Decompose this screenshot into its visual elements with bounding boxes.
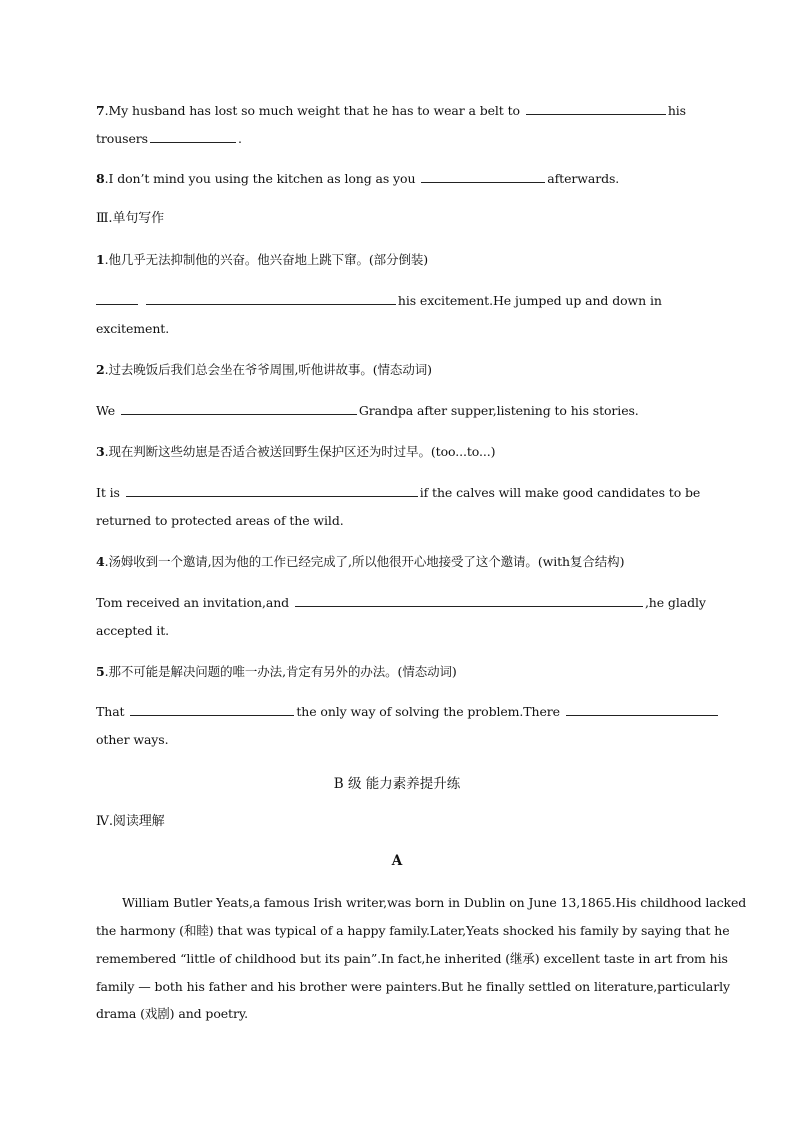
answer-blank[interactable]	[121, 402, 357, 415]
answer-blank[interactable]	[146, 292, 396, 305]
answer-text: his excitement.He jumped up and down in	[397, 293, 662, 308]
item-number: 5	[96, 664, 105, 679]
item-prompt: .现在判断这些幼崽是否适合被送回野生保护区还为时过早。(too...to...)	[104, 444, 496, 459]
answer-text: It is	[96, 485, 120, 500]
answer-text: if the calves will make good candidates to be	[419, 485, 701, 500]
question-text: afterwards.	[547, 171, 620, 186]
answer-text: That	[96, 704, 125, 719]
answer-blank[interactable]	[150, 130, 236, 143]
item-1-answer-line	[96, 292, 662, 310]
question-7-line-1	[96, 102, 686, 120]
item-3-prompt	[96, 443, 495, 461]
answer-text: the only way of solving the problem.There	[296, 704, 560, 719]
item-5-prompt	[96, 663, 457, 681]
item-number: 1	[96, 252, 105, 267]
item-2-prompt	[96, 361, 432, 379]
answer-blank[interactable]	[421, 170, 545, 183]
item-prompt: .过去晚饭后我们总会坐在爷爷周围,听他讲故事。(情态动词)	[104, 362, 432, 377]
question-text: .My husband has lost so much weight that he has to wear a belt to	[104, 103, 520, 118]
question-number: 7	[96, 103, 105, 118]
question-text: trousers	[96, 131, 148, 146]
item-5-answer-line-2: other ways.	[96, 732, 169, 747]
answer-text: Tom received an invitation,and	[96, 595, 290, 610]
question-text: .I don’t mind you using the kitchen as long as you	[104, 171, 416, 186]
item-4-answer-line	[96, 594, 706, 612]
passage-line: the harmony (和睦) that was typical of a happy family.Later,Yeats shocked his family by saying that he	[96, 923, 730, 938]
section-heading: Ⅳ.阅读理解	[96, 814, 165, 829]
question-8-line	[96, 170, 619, 188]
item-1-prompt	[96, 251, 428, 269]
passage-line: family — both his father and his brother were painters.But he finally settled on literature,particularly	[96, 979, 730, 994]
item-3-answer-line	[96, 484, 700, 502]
answer-text: We	[96, 403, 116, 418]
passage-line: William Butler Yeats,a famous Irish writer,was born in Dublin on June 13,1865.His childhood lacked	[122, 895, 747, 910]
answer-blank[interactable]	[295, 594, 643, 607]
item-3-answer-line-2: returned to protected areas of the wild.	[96, 513, 344, 528]
item-number: 2	[96, 362, 105, 377]
question-number: 8	[96, 171, 105, 186]
passage-line: remembered “little of childhood but its pain”.In fact,he inherited (继承) excellent taste in art from his	[96, 951, 728, 966]
item-prompt: .那不可能是解决问题的唯一办法,肯定有另外的办法。(情态动词)	[104, 664, 457, 679]
level-heading: B 级 能力素养提升练	[333, 776, 461, 792]
answer-blank[interactable]	[96, 292, 138, 305]
answer-blank[interactable]	[566, 703, 718, 716]
item-4-answer-line-2: accepted it.	[96, 623, 170, 638]
passage-label: A	[391, 853, 403, 869]
answer-text: ,he gladly	[644, 595, 706, 610]
answer-blank[interactable]	[126, 484, 418, 497]
answer-text: Grandpa after supper,listening to his stories.	[358, 403, 639, 418]
question-text: his	[667, 103, 686, 118]
answer-blank[interactable]	[130, 703, 294, 716]
question-7-line-2	[96, 130, 242, 148]
item-prompt: .他几乎无法抑制他的兴奋。他兴奋地上跳下窜。(部分倒装)	[104, 252, 429, 267]
item-2-answer-line	[96, 402, 639, 420]
item-1-answer-line-2: excitement.	[96, 321, 170, 336]
item-4-prompt	[96, 553, 624, 571]
passage-line: drama (戏剧) and poetry.	[96, 1006, 249, 1021]
answer-blank[interactable]	[526, 102, 666, 115]
item-5-answer-line	[96, 703, 720, 721]
item-number: 4	[96, 554, 105, 569]
item-prompt: .汤姆收到一个邀请,因为他的工作已经完成了,所以他很开心地接受了这个邀请。(with复合结构)	[104, 554, 625, 569]
item-number: 3	[96, 444, 105, 459]
question-text: .	[237, 131, 242, 146]
section-heading: Ⅲ.单句写作	[96, 211, 165, 226]
